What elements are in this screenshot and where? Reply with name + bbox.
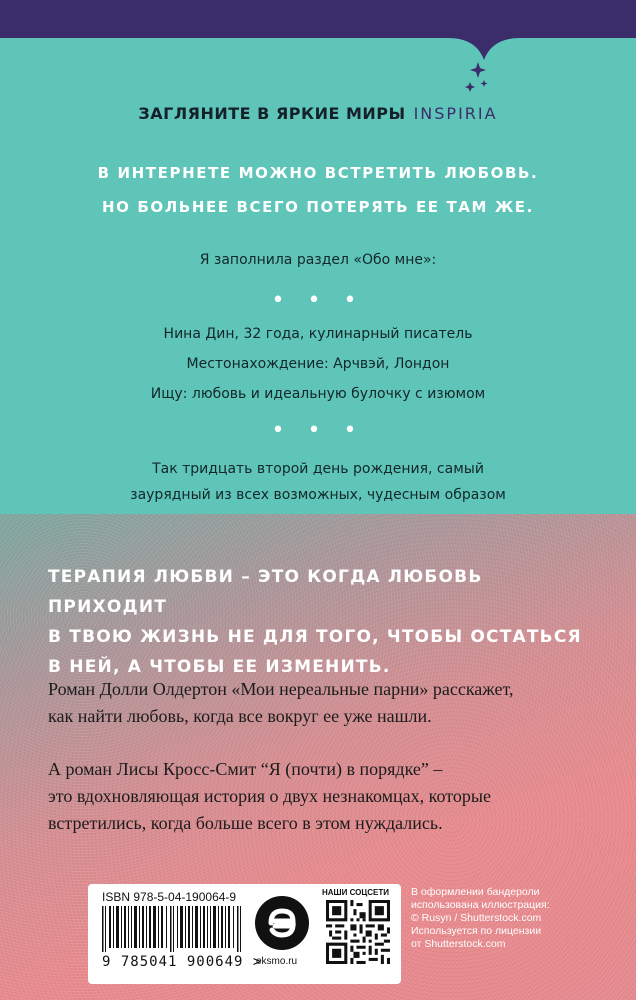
- profile-line: Ищу: любовь и идеальную булочку с изюмом: [150, 386, 486, 402]
- tagline-line: В ТВОЮ ЖИЗНЬ НЕ ДЛЯ ТОГО, ЧТОБЫ ОСТАТЬСЯ: [48, 627, 582, 647]
- credit-line: В оформлении бандероли: [411, 886, 540, 898]
- tagline: [48, 562, 608, 682]
- barcode-panel: [88, 884, 401, 984]
- credit-line: от Shutterstock.com: [411, 938, 506, 950]
- description-line: встретились, когда больше всего в этом нуждались.: [48, 813, 443, 833]
- lead-text: [0, 156, 636, 224]
- qr-code-icon: [326, 900, 390, 964]
- credit-line: © Rusyn / Shutterstock.com: [411, 912, 542, 924]
- description-line: Роман Долли Олдертон «Мои нереальные парни» расскажет,: [48, 679, 514, 699]
- profile-intro: Я заполнила раздел «Обо мне»:: [199, 252, 437, 268]
- tagline-line: В НЕЙ, А ЧТОБЫ ЕЕ ИЗМЕНИТЬ.: [48, 657, 391, 677]
- belly-band: [0, 514, 636, 1000]
- book-description-1: [48, 676, 608, 730]
- teaser-line: Так тридцать второй день рождения, самый: [152, 461, 484, 477]
- profile-line: Нина Дин, 32 года, кулинарный писатель: [163, 326, 473, 342]
- brand-name: INSPIRIA: [413, 104, 498, 123]
- series-kicker: ЗАГЛЯНИТЕ В ЯРКИЕ МИРЫ: [138, 104, 406, 123]
- sparkle-icon: [465, 62, 488, 92]
- description-line: А роман Лисы Кросс-Смит “Я (почти) в порядке” –: [48, 759, 443, 779]
- publisher-site: eksmo.ru: [256, 956, 298, 967]
- dots-separator: • • •: [271, 288, 365, 313]
- series-heading: [0, 104, 636, 124]
- eksmo-logo-icon: [253, 894, 311, 952]
- isbn-label: ISBN 978-5-04-190064-9: [102, 890, 237, 904]
- profile-line: Местонахождение: Арчвэй, Лондон: [186, 356, 450, 372]
- book-description-2: [48, 756, 608, 837]
- teaser-line: заурядный из всех возможных, чудесным образом: [130, 487, 506, 503]
- social-label: НАШИ СОЦСЕТИ: [322, 888, 389, 897]
- description-line: это вдохновляющая история о двух незнакомцах, которые: [48, 786, 491, 806]
- dots-separator: • • •: [271, 418, 365, 443]
- description-line: как найти любовь, когда все вокруг ее уже нашли.: [48, 706, 432, 726]
- barcode-graphic: [100, 906, 246, 952]
- barcode-digits: 9 785041 900649 >: [102, 954, 263, 970]
- credit-line: Используется по лицензии: [411, 925, 542, 937]
- lead-line: НО БОЛЬНЕЕ ВСЕГО ПОТЕРЯТЬ ЕЕ ТАМ ЖЕ.: [102, 198, 534, 216]
- credit-line: использована иллюстрация:: [411, 899, 550, 911]
- illustration-credits: [411, 886, 551, 951]
- lead-line: В ИНТЕРНЕТЕ МОЖНО ВСТРЕТИТЬ ЛЮБОВЬ.: [97, 164, 539, 182]
- tagline-line: ТЕРАПИЯ ЛЮБВИ – ЭТО КОГДА ЛЮБОВЬ ПРИХОДИТ: [48, 567, 483, 617]
